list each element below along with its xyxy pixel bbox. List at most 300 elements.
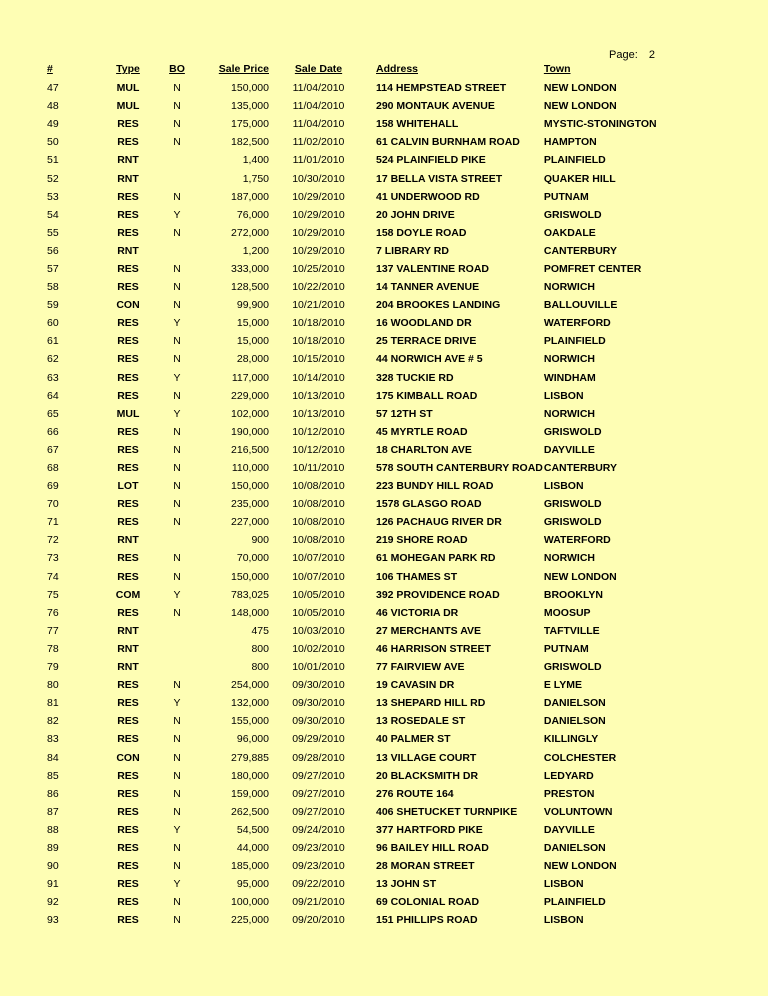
bo-flag-cell: N <box>173 281 181 294</box>
bo-flag-cell: Y <box>173 823 181 836</box>
town-cell: TAFTVILLE <box>543 624 600 637</box>
row-number-cell: 51 <box>47 154 59 167</box>
address-cell: 57 12TH ST <box>376 407 433 420</box>
bo-flag-cell: Y <box>173 878 181 891</box>
town-cell: DANIELSON <box>543 715 606 728</box>
table-row <box>38 730 674 748</box>
sale-price-cell: 187,000 <box>231 190 269 203</box>
bo-flag-cell: N <box>173 751 181 764</box>
table-row <box>38 369 674 387</box>
address-cell: 223 BUNDY HILL ROAD <box>376 480 494 493</box>
property-type-cell: RES <box>117 190 139 203</box>
town-cell: WINDHAM <box>543 371 596 384</box>
sale-price-cell: 1,200 <box>242 244 269 257</box>
address-cell: 392 PROVIDENCE ROAD <box>376 588 500 601</box>
row-number-cell: 91 <box>47 878 59 891</box>
sale-date-cell: 09/23/2010 <box>292 860 345 873</box>
address-cell: 44 NORWICH AVE # 5 <box>376 353 483 366</box>
property-type-cell: COM <box>115 588 141 601</box>
bo-flag-cell: Y <box>173 371 181 384</box>
sale-date-cell: 09/24/2010 <box>292 823 345 836</box>
table-row <box>38 224 674 242</box>
address-cell: 13 VILLAGE COURT <box>376 751 477 764</box>
sale-price-cell: 180,000 <box>231 769 269 782</box>
row-number-cell: 79 <box>47 661 59 674</box>
table-row <box>38 387 674 405</box>
sale-price-cell: 96,000 <box>236 733 269 746</box>
address-cell: 524 PLAINFIELD PIKE <box>376 154 486 167</box>
sale-price-cell: 800 <box>251 642 269 655</box>
table-row <box>38 911 674 929</box>
property-type-cell: RES <box>117 914 139 927</box>
town-cell: NORWICH <box>543 353 595 366</box>
bo-flag-cell <box>153 169 201 187</box>
address-cell: 77 FAIRVIEW AVE <box>376 661 465 674</box>
property-type-cell: RES <box>117 118 139 131</box>
table-row <box>38 350 674 368</box>
sale-price-cell: 148,000 <box>231 606 269 619</box>
table-row <box>38 79 674 97</box>
table-row <box>38 133 674 151</box>
bo-flag-cell: N <box>173 100 181 113</box>
property-type-cell: LOT <box>117 480 139 493</box>
table-row <box>38 423 674 441</box>
row-number-cell: 61 <box>47 335 59 348</box>
table-row <box>38 640 674 658</box>
town-cell: COLCHESTER <box>543 751 617 764</box>
sale-date-cell: 09/23/2010 <box>292 841 345 854</box>
address-cell: 158 WHITEHALL <box>376 118 459 131</box>
town-cell: PRESTON <box>543 787 595 800</box>
address-cell: 28 MORAN STREET <box>376 860 475 873</box>
town-cell: WATERFORD <box>543 317 611 330</box>
bo-flag-cell: N <box>173 480 181 493</box>
table-row <box>38 586 674 604</box>
bo-flag-cell: N <box>173 498 181 511</box>
address-cell: 14 TANNER AVENUE <box>376 281 480 294</box>
bo-flag-cell: Y <box>173 407 181 420</box>
table-row <box>38 97 674 115</box>
bo-flag-cell: N <box>173 914 181 927</box>
sale-price-cell: 44,000 <box>236 841 269 854</box>
table-row <box>38 477 674 495</box>
bo-flag-cell <box>153 242 201 260</box>
column-header-address: Address <box>376 63 419 75</box>
town-cell: KILLINGLY <box>543 733 599 746</box>
property-type-cell: RES <box>117 389 139 402</box>
table-row <box>38 748 674 766</box>
property-type-cell: RNT <box>117 534 139 547</box>
table-row <box>38 568 674 586</box>
table-row <box>38 857 674 875</box>
property-type-cell: RES <box>117 570 139 583</box>
sale-price-cell: 279,885 <box>231 751 269 764</box>
row-number-cell: 70 <box>47 498 59 511</box>
address-cell: 69 COLONIAL ROAD <box>376 896 480 909</box>
table-row <box>38 242 674 260</box>
address-cell: 13 SHEPARD HILL RD <box>376 697 486 710</box>
sale-price-cell: 100,000 <box>231 896 269 909</box>
address-cell: 106 THAMES ST <box>376 570 458 583</box>
sale-price-cell: 800 <box>251 661 269 674</box>
table-row <box>38 694 674 712</box>
bo-flag-cell: N <box>173 299 181 312</box>
sale-price-cell: 190,000 <box>231 425 269 438</box>
address-cell: 7 LIBRARY RD <box>376 244 449 257</box>
sale-date-cell: 10/01/2010 <box>292 661 345 674</box>
sale-date-cell: 09/27/2010 <box>292 787 345 800</box>
bo-flag-cell <box>153 531 201 549</box>
sale-price-cell: 272,000 <box>231 226 269 239</box>
address-cell: 46 VICTORIA DR <box>376 606 459 619</box>
sale-price-cell: 1,400 <box>242 154 269 167</box>
row-number-cell: 59 <box>47 299 59 312</box>
row-number-cell: 83 <box>47 733 59 746</box>
column-header-type: Type <box>116 63 140 75</box>
sale-price-cell: 102,000 <box>231 407 269 420</box>
town-cell: MOOSUP <box>543 606 591 619</box>
sale-date-cell: 10/08/2010 <box>292 480 345 493</box>
sale-date-cell: 09/29/2010 <box>292 733 345 746</box>
address-cell: 18 CHARLTON AVE <box>376 443 472 456</box>
table-row <box>38 495 674 513</box>
property-type-cell: RES <box>117 498 139 511</box>
sale-date-cell: 11/01/2010 <box>292 154 345 167</box>
row-number-cell: 62 <box>47 353 59 366</box>
property-type-cell: RES <box>117 262 139 275</box>
property-type-cell: RES <box>117 679 139 692</box>
property-type-cell: RES <box>117 606 139 619</box>
table-header-row <box>38 59 674 79</box>
row-number-cell: 65 <box>47 407 59 420</box>
row-number-cell: 64 <box>47 389 59 402</box>
table-row <box>38 531 674 549</box>
column-header-sale-date: Sale Date <box>294 63 343 75</box>
sale-price-cell: 15,000 <box>236 335 269 348</box>
sale-price-cell: 159,000 <box>231 787 269 800</box>
property-type-cell: RES <box>117 226 139 239</box>
town-cell: PUTNAM <box>543 190 589 203</box>
sale-date-cell: 10/07/2010 <box>292 570 345 583</box>
town-cell: BROOKLYN <box>543 588 603 601</box>
address-cell: 578 SOUTH CANTERBURY ROAD <box>376 462 543 475</box>
bo-flag-cell: N <box>173 443 181 456</box>
row-number-cell: 69 <box>47 480 59 493</box>
row-number-cell: 50 <box>47 136 59 149</box>
sale-price-cell: 1,750 <box>242 172 269 185</box>
sale-date-cell: 10/08/2010 <box>292 534 345 547</box>
bo-flag-cell: N <box>173 606 181 619</box>
table-row <box>38 115 674 133</box>
address-cell: 20 BLACKSMITH DR <box>376 769 479 782</box>
row-number-cell: 88 <box>47 823 59 836</box>
sale-price-cell: 76,000 <box>236 208 269 221</box>
sale-price-cell: 185,000 <box>231 860 269 873</box>
sale-date-cell: 10/18/2010 <box>292 335 345 348</box>
town-cell: GRISWOLD <box>543 208 602 221</box>
property-type-cell: RES <box>117 841 139 854</box>
row-number-cell: 80 <box>47 679 59 692</box>
row-number-cell: 58 <box>47 281 59 294</box>
sale-price-cell: 54,500 <box>236 823 269 836</box>
bo-flag-cell: N <box>173 715 181 728</box>
row-number-cell: 56 <box>47 244 59 257</box>
address-cell: 20 JOHN DRIVE <box>376 208 455 221</box>
town-cell: PLAINFIELD <box>543 896 606 909</box>
sale-date-cell: 10/08/2010 <box>292 498 345 511</box>
sale-date-cell: 10/05/2010 <box>292 588 345 601</box>
property-type-cell: MUL <box>116 407 140 420</box>
row-number-cell: 68 <box>47 462 59 475</box>
sale-date-cell: 11/04/2010 <box>292 82 345 95</box>
sale-price-cell: 99,900 <box>236 299 269 312</box>
bo-flag-cell <box>153 622 201 640</box>
sale-date-cell: 11/04/2010 <box>292 118 345 131</box>
table-row <box>38 893 674 911</box>
table-row <box>38 676 674 694</box>
row-number-cell: 52 <box>47 172 59 185</box>
sale-price-cell: 150,000 <box>231 570 269 583</box>
property-type-cell: RES <box>117 208 139 221</box>
address-cell: 1578 GLASGO ROAD <box>376 498 482 511</box>
address-cell: 114 HEMPSTEAD STREET <box>376 82 507 95</box>
address-cell: 96 BAILEY HILL ROAD <box>376 841 489 854</box>
sale-date-cell: 09/27/2010 <box>292 769 345 782</box>
sale-date-cell: 09/21/2010 <box>292 896 345 909</box>
property-type-cell: RNT <box>117 642 139 655</box>
sale-date-cell: 10/18/2010 <box>292 317 345 330</box>
sale-date-cell: 10/02/2010 <box>292 642 345 655</box>
property-type-cell: RES <box>117 371 139 384</box>
town-cell: CANTERBURY <box>543 462 617 475</box>
sale-date-cell: 10/30/2010 <box>292 172 345 185</box>
town-cell: LISBON <box>543 389 584 402</box>
town-cell: BALLOUVILLE <box>543 299 618 312</box>
bo-flag-cell: Y <box>173 588 181 601</box>
town-cell: NEW LONDON <box>543 82 617 95</box>
address-cell: 175 KIMBALL ROAD <box>376 389 478 402</box>
town-cell: MYSTIC-STONINGTON <box>543 118 657 131</box>
row-number-cell: 90 <box>47 860 59 873</box>
row-number-cell: 48 <box>47 100 59 113</box>
address-cell: 276 ROUTE 164 <box>376 787 454 800</box>
property-type-cell: RES <box>117 552 139 565</box>
sale-date-cell: 10/12/2010 <box>292 425 345 438</box>
address-cell: 290 MONTAUK AVENUE <box>376 100 495 113</box>
row-number-cell: 77 <box>47 624 59 637</box>
sale-date-cell: 10/05/2010 <box>292 606 345 619</box>
sale-price-cell: 227,000 <box>231 516 269 529</box>
property-type-cell: RES <box>117 317 139 330</box>
bo-flag-cell: N <box>173 679 181 692</box>
property-type-cell: RES <box>117 443 139 456</box>
sale-date-cell: 10/29/2010 <box>292 226 345 239</box>
page-label-text: Page: <box>609 49 638 61</box>
table-row <box>38 785 674 803</box>
sale-price-cell: 783,025 <box>231 588 269 601</box>
bo-flag-cell: N <box>173 733 181 746</box>
address-cell: 137 VALENTINE ROAD <box>376 262 489 275</box>
sale-price-cell: 117,000 <box>231 371 269 384</box>
property-type-cell: RES <box>117 896 139 909</box>
row-number-cell: 76 <box>47 606 59 619</box>
sale-date-cell: 10/29/2010 <box>292 190 345 203</box>
table-row <box>38 441 674 459</box>
town-cell: NEW LONDON <box>543 570 617 583</box>
property-type-cell: RES <box>117 787 139 800</box>
bo-flag-cell: Y <box>173 697 181 710</box>
sale-date-cell: 10/13/2010 <box>292 389 345 402</box>
sale-price-cell: 150,000 <box>231 480 269 493</box>
bo-flag-cell: N <box>173 787 181 800</box>
sale-date-cell: 10/25/2010 <box>292 262 345 275</box>
sale-price-cell: 235,000 <box>231 498 269 511</box>
sale-date-cell: 10/29/2010 <box>292 244 345 257</box>
town-cell: POMFRET CENTER <box>543 262 642 275</box>
address-cell: 377 HARTFORD PIKE <box>376 823 483 836</box>
bo-flag-cell: N <box>173 896 181 909</box>
page-number-value: 2 <box>648 49 655 61</box>
town-cell: PLAINFIELD <box>543 154 606 167</box>
sale-price-cell: 229,000 <box>231 389 269 402</box>
sale-price-cell: 15,000 <box>236 317 269 330</box>
sale-price-cell: 216,500 <box>231 443 269 456</box>
address-cell: 204 BROOKES LANDING <box>376 299 501 312</box>
bo-flag-cell <box>153 658 201 676</box>
property-type-cell: RES <box>117 715 139 728</box>
property-type-cell: RES <box>117 462 139 475</box>
sale-date-cell: 10/13/2010 <box>292 407 345 420</box>
sale-price-cell: 254,000 <box>231 679 269 692</box>
address-cell: 158 DOYLE ROAD <box>376 226 467 239</box>
table-row <box>38 151 674 169</box>
property-type-cell: RES <box>117 769 139 782</box>
town-cell: NORWICH <box>543 552 595 565</box>
sale-date-cell: 10/14/2010 <box>292 371 345 384</box>
sale-price-cell: 128,500 <box>231 281 269 294</box>
row-number-cell: 92 <box>47 896 59 909</box>
sale-price-cell: 132,000 <box>231 697 269 710</box>
address-cell: 328 TUCKIE RD <box>376 371 454 384</box>
row-number-cell: 47 <box>47 82 59 95</box>
sale-price-cell: 110,000 <box>231 462 269 475</box>
row-number-cell: 49 <box>47 118 59 131</box>
column-header-town: Town <box>543 63 571 75</box>
town-cell: GRISWOLD <box>543 661 602 674</box>
town-cell: GRISWOLD <box>543 425 602 438</box>
property-type-cell: CON <box>116 299 140 312</box>
row-number-cell: 81 <box>47 697 59 710</box>
bo-flag-cell: N <box>173 462 181 475</box>
bo-flag-cell: N <box>173 516 181 529</box>
address-cell: 61 MOHEGAN PARK RD <box>376 552 496 565</box>
town-cell: LISBON <box>543 480 584 493</box>
sales-table <box>38 59 674 929</box>
bo-flag-cell: N <box>173 262 181 275</box>
town-cell: CANTERBURY <box>543 244 617 257</box>
column-header-bo: BO <box>169 63 185 75</box>
property-type-cell: RES <box>117 353 139 366</box>
table-row <box>38 875 674 893</box>
property-type-cell: RES <box>117 697 139 710</box>
town-cell: LISBON <box>543 878 584 891</box>
bo-flag-cell: N <box>173 226 181 239</box>
sale-date-cell: 10/22/2010 <box>292 281 345 294</box>
sale-price-cell: 333,000 <box>231 262 269 275</box>
sale-date-cell: 09/30/2010 <box>292 697 345 710</box>
row-number-cell: 63 <box>47 371 59 384</box>
address-cell: 41 UNDERWOOD RD <box>376 190 480 203</box>
sale-price-cell: 175,000 <box>231 118 269 131</box>
sale-date-cell: 09/20/2010 <box>292 914 345 927</box>
sale-date-cell: 10/29/2010 <box>292 208 345 221</box>
town-cell: NEW LONDON <box>543 100 617 113</box>
town-cell: PLAINFIELD <box>543 335 606 348</box>
sale-date-cell: 09/28/2010 <box>292 751 345 764</box>
address-cell: 151 PHILLIPS ROAD <box>376 914 478 927</box>
address-cell: 19 CAVASIN DR <box>376 679 455 692</box>
sale-price-cell: 262,500 <box>231 805 269 818</box>
table-row <box>38 459 674 477</box>
row-number-cell: 67 <box>47 443 59 456</box>
sale-date-cell: 09/30/2010 <box>292 715 345 728</box>
town-cell: VOLUNTOWN <box>543 805 613 818</box>
bo-flag-cell: N <box>173 860 181 873</box>
row-number-cell: 54 <box>47 208 59 221</box>
property-type-cell: MUL <box>116 100 140 113</box>
town-cell: NORWICH <box>543 407 595 420</box>
table-row <box>38 803 674 821</box>
table-row <box>38 622 674 640</box>
town-cell: E LYME <box>543 679 582 692</box>
town-cell: NEW LONDON <box>543 860 617 873</box>
address-cell: 17 BELLA VISTA STREET <box>376 172 503 185</box>
address-cell: 40 PALMER ST <box>376 733 451 746</box>
row-number-cell: 60 <box>47 317 59 330</box>
property-type-cell: RES <box>117 516 139 529</box>
sale-date-cell: 10/12/2010 <box>292 443 345 456</box>
row-number-cell: 66 <box>47 425 59 438</box>
town-cell: WATERFORD <box>543 534 611 547</box>
town-cell: NORWICH <box>543 281 595 294</box>
bo-flag-cell: Y <box>173 208 181 221</box>
property-type-cell: RES <box>117 860 139 873</box>
sale-date-cell: 09/27/2010 <box>292 805 345 818</box>
bo-flag-cell: N <box>173 389 181 402</box>
table-row <box>38 296 674 314</box>
town-cell: DANIELSON <box>543 841 606 854</box>
column-header-number: # <box>47 63 53 75</box>
address-cell: 13 JOHN ST <box>376 878 437 891</box>
row-number-cell: 53 <box>47 190 59 203</box>
address-cell: 25 TERRACE DRIVE <box>376 335 477 348</box>
row-number-cell: 82 <box>47 715 59 728</box>
sale-price-cell: 475 <box>251 624 269 637</box>
property-type-cell: RNT <box>117 172 139 185</box>
table-row <box>38 658 674 676</box>
table-row <box>38 839 674 857</box>
town-cell: DAYVILLE <box>543 443 595 456</box>
sale-price-cell: 70,000 <box>236 552 269 565</box>
row-number-cell: 57 <box>47 262 59 275</box>
table-row <box>38 604 674 622</box>
bo-flag-cell: N <box>173 570 181 583</box>
bo-flag-cell <box>153 640 201 658</box>
bo-flag-cell: N <box>173 136 181 149</box>
row-number-cell: 87 <box>47 805 59 818</box>
property-type-cell: RES <box>117 425 139 438</box>
sale-date-cell: 10/08/2010 <box>292 516 345 529</box>
